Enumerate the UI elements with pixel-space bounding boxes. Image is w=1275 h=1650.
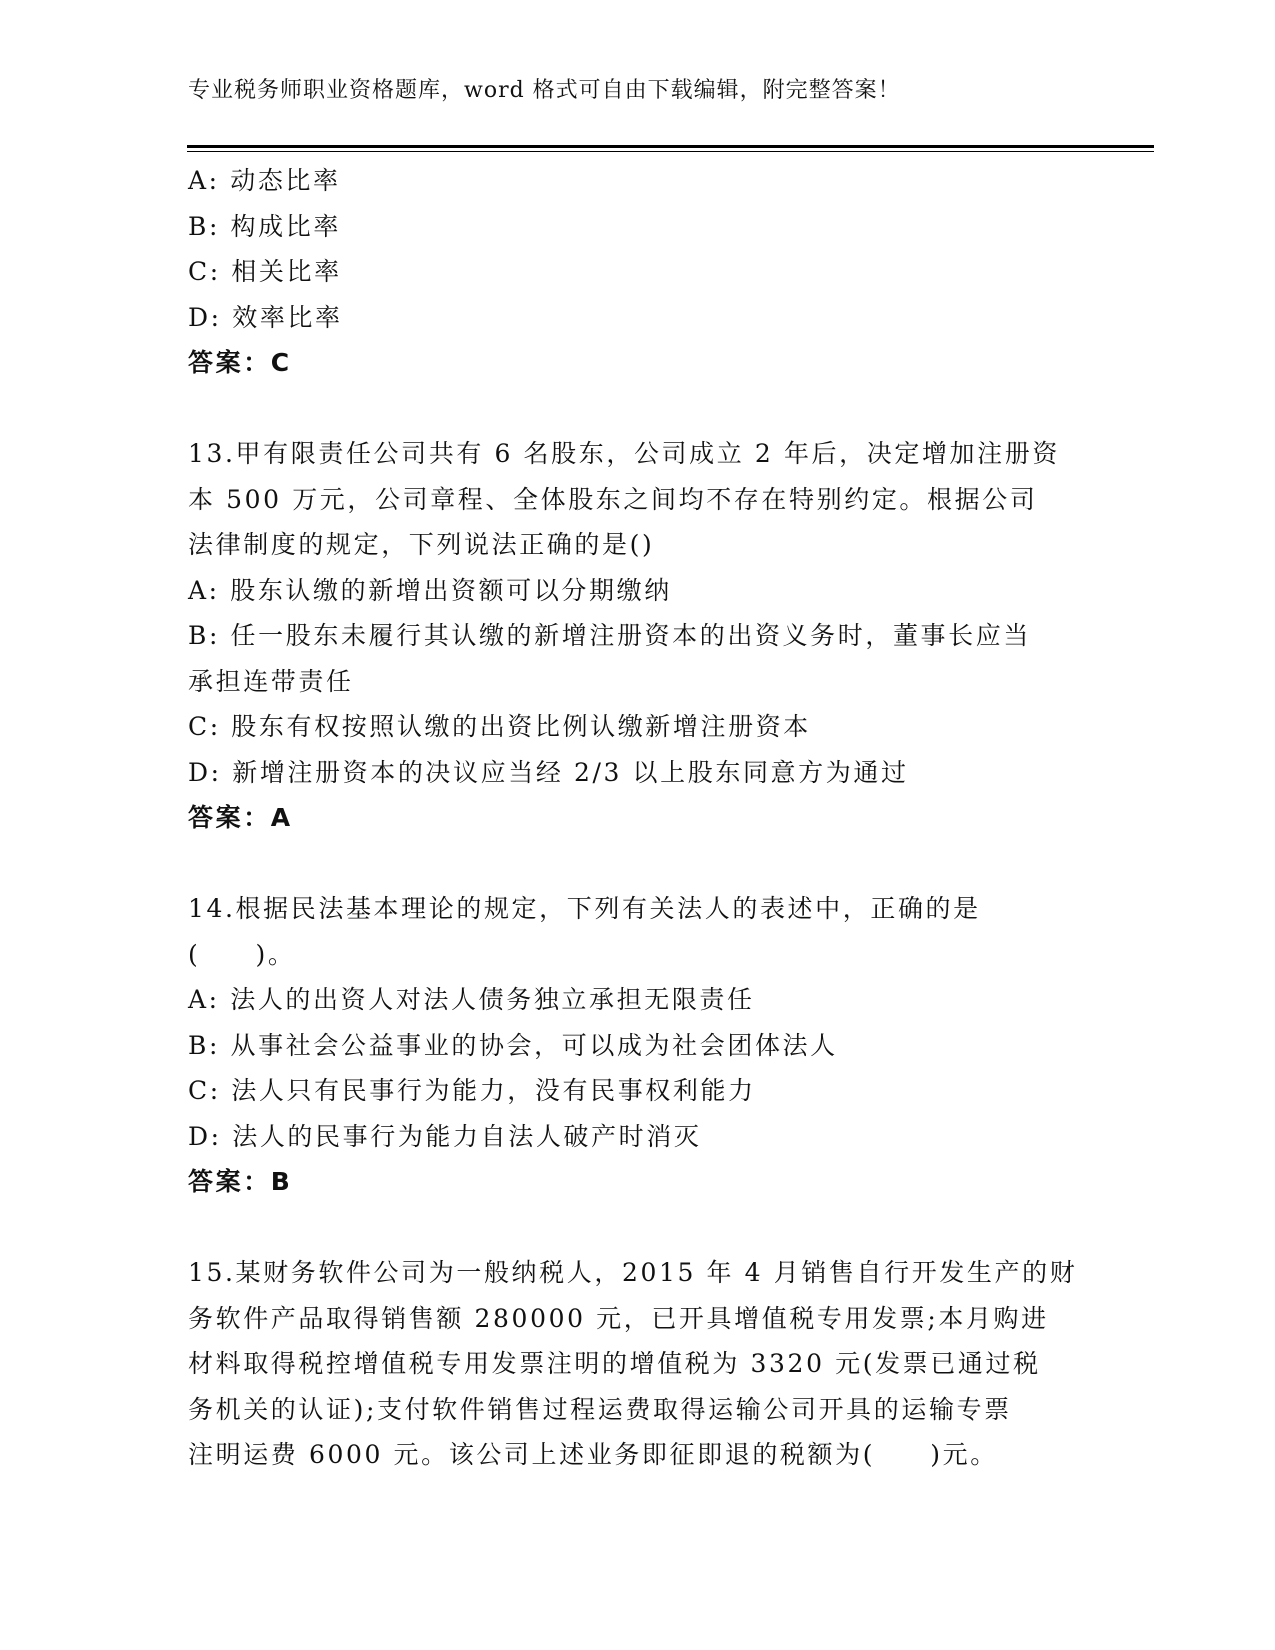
option-b: B: 任一股东未履行其认缴的新增注册资本的出资义务时，董事长应当 bbox=[188, 621, 1031, 650]
option-a: A: 股东认缴的新增出资额可以分期缴纳 bbox=[188, 575, 672, 605]
question-13 bbox=[188, 431, 1088, 841]
option-d: D: 新增注册资本的决议应当经 2/3 以上股东同意方为通过 bbox=[188, 757, 909, 787]
answer-line: 答案：A bbox=[188, 803, 293, 832]
option-b: B: 从事社会公益事业的协会，可以成为社会团体法人 bbox=[188, 1030, 838, 1060]
option-a: A: 动态比率 bbox=[188, 166, 341, 195]
option-b: B: 构成比率 bbox=[188, 211, 341, 241]
question-12-options bbox=[188, 158, 1088, 386]
question-text-line: 材料取得税控增值税专用发票注明的增值税为 3320 元(发票已通过税 bbox=[188, 1349, 1041, 1378]
question-text-line: 13.甲有限责任公司共有 6 名股东，公司成立 2 年后，决定增加注册资 bbox=[188, 439, 1060, 468]
question-text-line: 务机关的认证);支付软件销售过程运费取得运输公司开具的运输专票 bbox=[188, 1394, 1012, 1424]
answer-line: 答案：B bbox=[188, 1167, 293, 1196]
option-d: D: 法人的民事行为能力自法人破产时消灭 bbox=[188, 1121, 702, 1151]
option-a: A: 法人的出资人对法人债务独立承担无限责任 bbox=[188, 985, 755, 1014]
page-header: 专业税务师职业资格题库，word 格式可自由下载编辑，附完整答案！ bbox=[188, 78, 901, 103]
question-text-line: ( )。 bbox=[188, 939, 296, 969]
spacer bbox=[188, 1205, 1088, 1251]
header-divider-thin bbox=[187, 151, 1154, 152]
option-c: C: 法人只有民事行为能力，没有民事权利能力 bbox=[188, 1076, 756, 1105]
option-c: C: 相关比率 bbox=[188, 257, 342, 286]
option-d: D: 效率比率 bbox=[188, 302, 343, 332]
question-text-line: 15.某财务软件公司为一般纳税人，2015 年 4 月销售自行开发生产的财 bbox=[188, 1258, 1078, 1287]
question-15 bbox=[188, 1250, 1088, 1478]
question-text-line: 14.根据民法基本理论的规定，下列有关法人的表述中，正确的是 bbox=[188, 894, 981, 923]
option-c: C: 股东有权按照认缴的出资比例认缴新增注册资本 bbox=[188, 712, 811, 741]
question-text-line: 注明运费 6000 元。该公司上述业务即征即退的税额为( )元。 bbox=[188, 1440, 998, 1469]
spacer bbox=[188, 841, 1088, 887]
question-14 bbox=[188, 886, 1088, 1205]
question-content bbox=[188, 158, 1088, 1478]
question-text-line: 法律制度的规定，下列说法正确的是() bbox=[188, 530, 655, 559]
question-text-line: 务软件产品取得销售额 280000 元，已开具增值税专用发票;本月购进 bbox=[188, 1303, 1049, 1333]
header-divider bbox=[187, 145, 1154, 148]
answer-line: 答案：C bbox=[188, 348, 292, 377]
question-text-line: 本 500 万元，公司章程、全体股东之间均不存在特别约定。根据公司 bbox=[188, 484, 1038, 514]
option-b-continued: 承担连带责任 bbox=[188, 666, 354, 696]
spacer bbox=[188, 386, 1088, 432]
